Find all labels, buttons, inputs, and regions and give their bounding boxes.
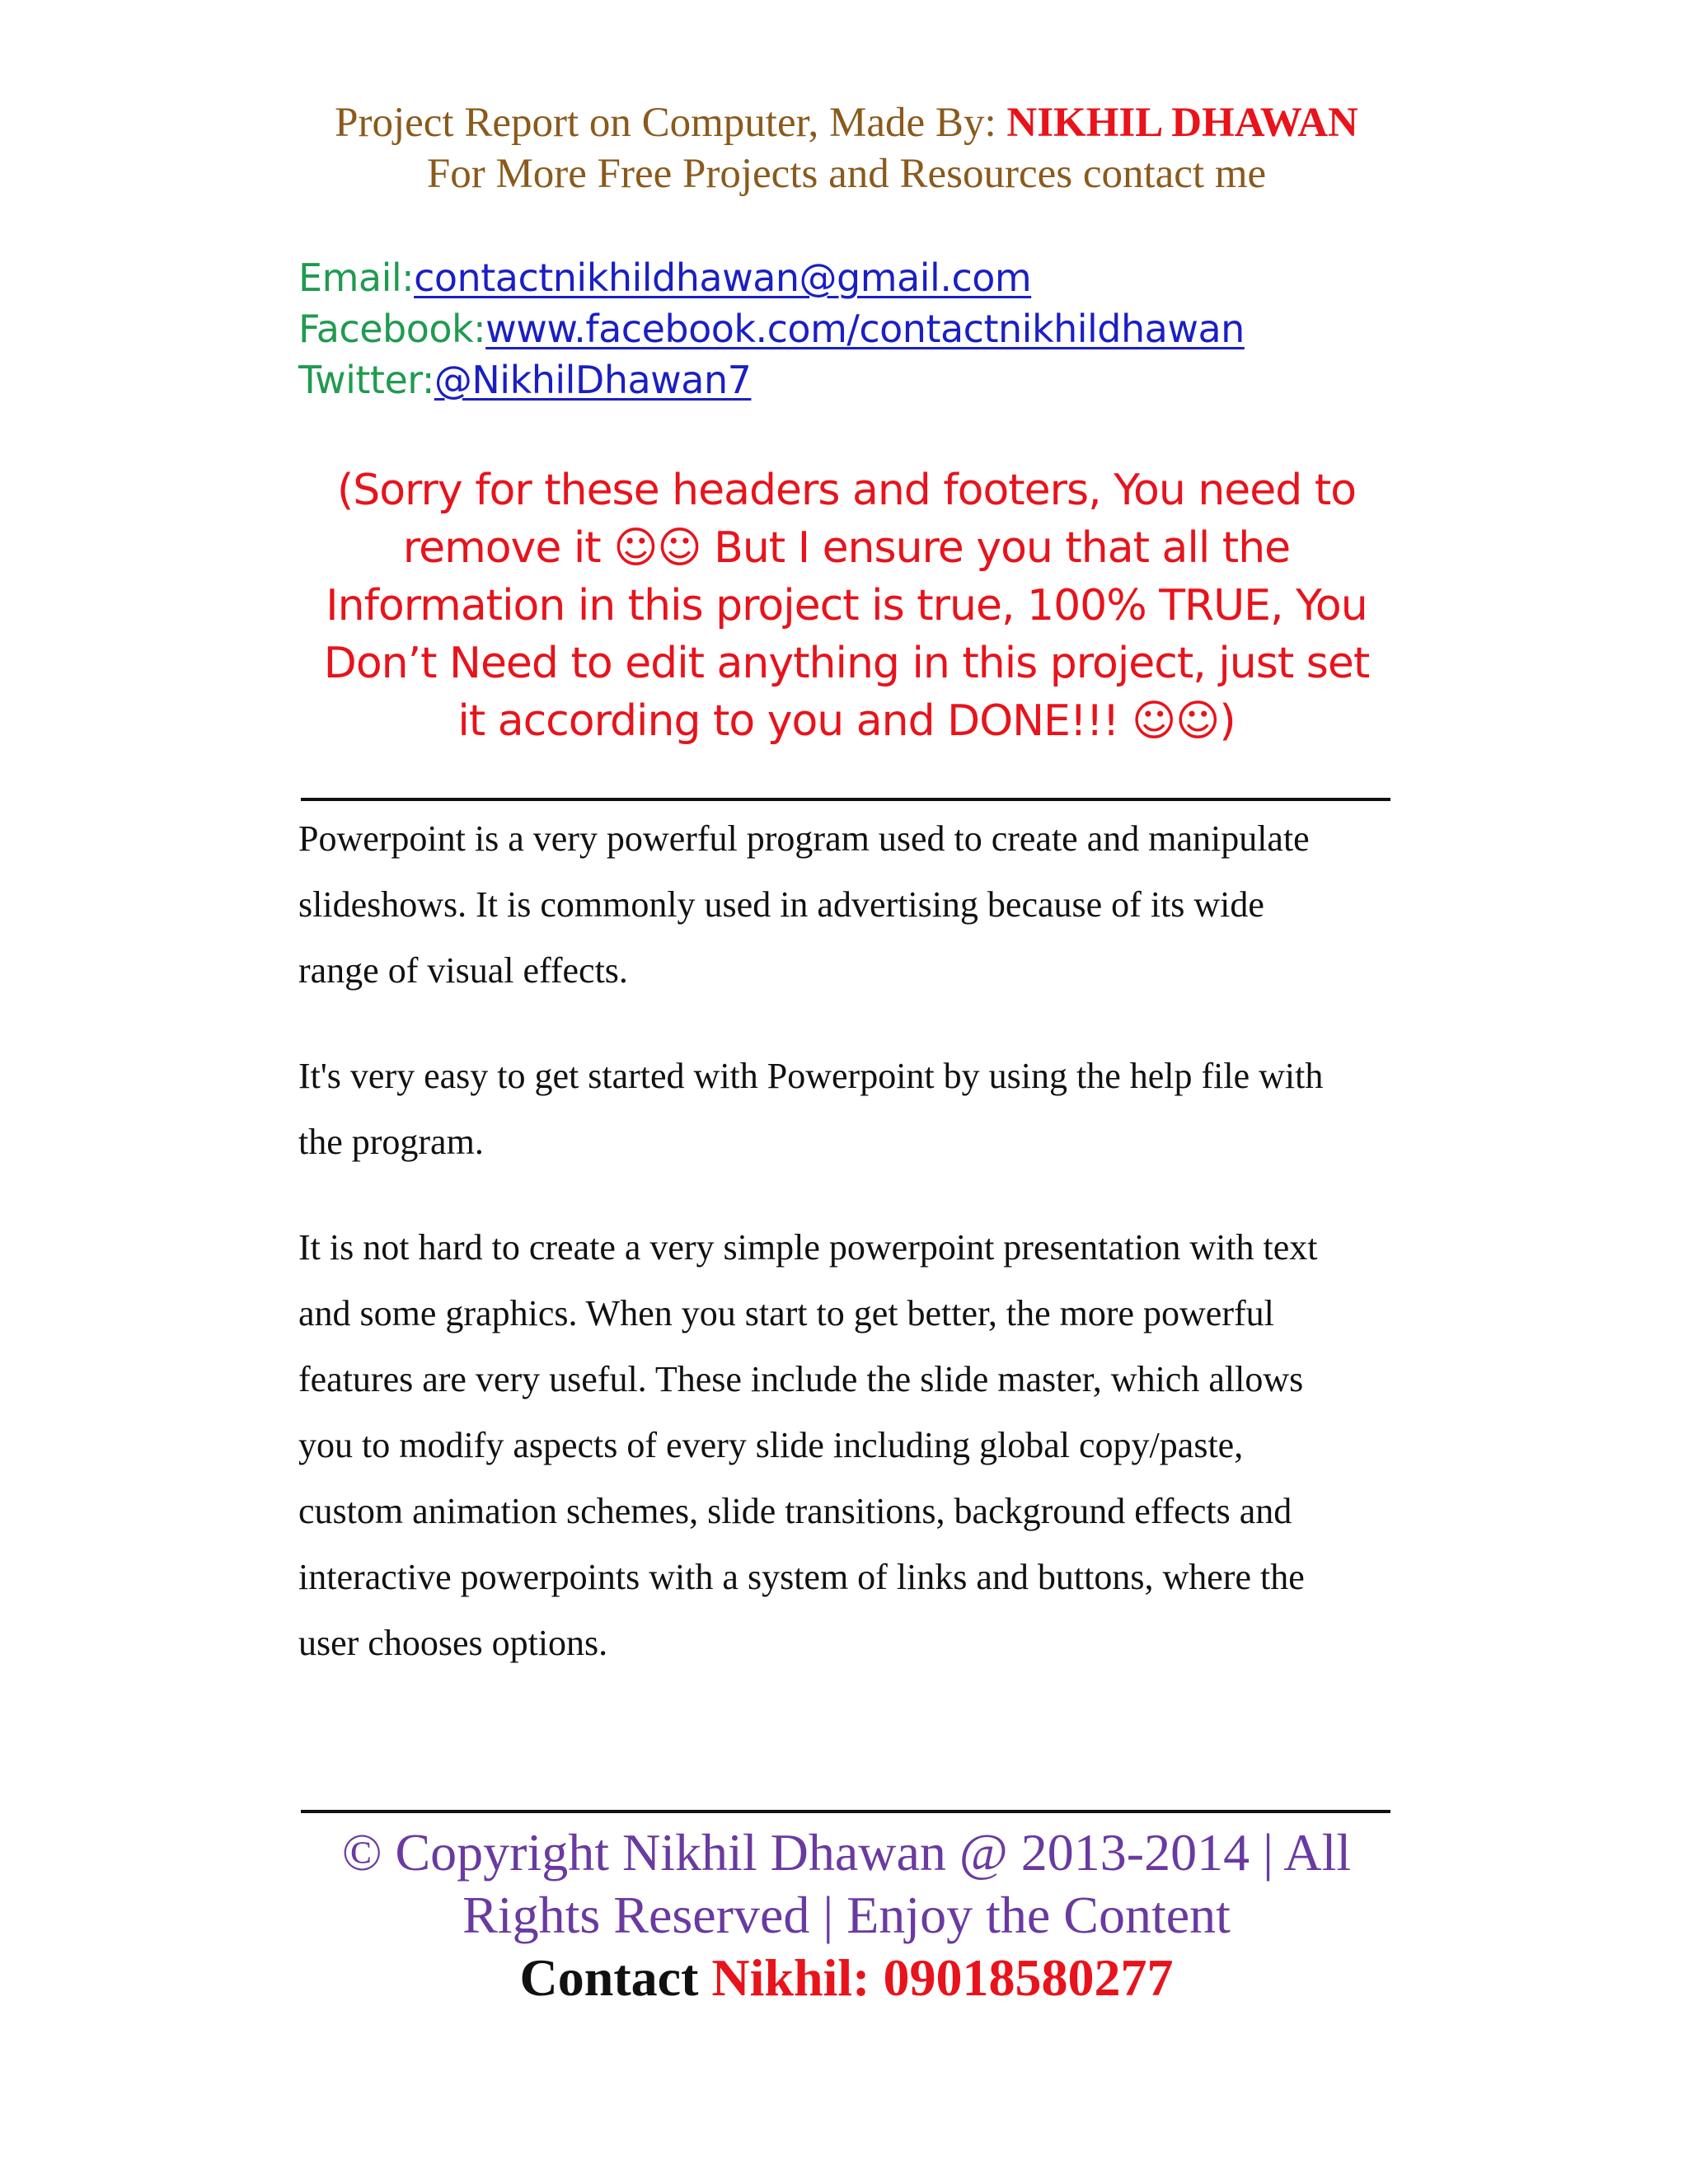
- notice-line: Don’t Need to edit anything in this project, just set: [323, 639, 1370, 688]
- footer-contact-label: Contact: [519, 1948, 712, 2007]
- page-footer: [298, 1821, 1395, 2009]
- body-line: Powerpoint is a very powerful program used to create and manipulate: [298, 818, 1310, 859]
- body-line: and some graphics. When you start to get better, the more powerful: [298, 1293, 1274, 1333]
- body-paragraph: [298, 1043, 1395, 1175]
- copyright-line-2: Rights Reserved | Enjoy the Content: [462, 1886, 1231, 1944]
- twitter-label: Twitter:: [298, 358, 434, 402]
- body-line: you to modify aspects of every slide including global copy/paste,: [298, 1425, 1244, 1465]
- author-name: NIKHIL DHAWAN: [1006, 100, 1358, 146]
- body-line: user chooses options.: [298, 1623, 608, 1663]
- header-line-2: For More Free Projects and Resources contact me: [426, 151, 1267, 197]
- twitter-link[interactable]: @NikhilDhawan7: [434, 358, 752, 402]
- notice-text: [298, 462, 1395, 750]
- page-header: [298, 97, 1395, 199]
- body-paragraph: [298, 806, 1395, 1004]
- body-content: [298, 806, 1395, 1716]
- body-line: range of visual effects.: [298, 950, 628, 991]
- copyright-line-1: © Copyright Nikhil Dhawan @ 2013-2014 | All: [341, 1823, 1352, 1882]
- footer-contact: [298, 1947, 1395, 2009]
- notice-line: remove it ☺☺ But I ensure you that all the: [402, 523, 1291, 573]
- contact-facebook: [298, 303, 1395, 354]
- footer-contact-phone: Nikhil: 09018580277: [711, 1948, 1174, 2007]
- body-line: the program.: [298, 1122, 484, 1162]
- facebook-link[interactable]: www.facebook.com/contactnikhildhawan: [485, 307, 1245, 351]
- footer-divider: [301, 1810, 1390, 1813]
- header-title: Project Report on Computer, Made By:: [335, 100, 1007, 146]
- body-line: features are very useful. These include the slide master, which allows: [298, 1359, 1304, 1399]
- body-line: It is not hard to create a very simple powerpoint presentation with text: [298, 1227, 1318, 1268]
- body-paragraph: [298, 1215, 1395, 1676]
- body-line: It's very easy to get started with Powerpoint by using the help file with: [298, 1056, 1324, 1096]
- contact-twitter: [298, 354, 1395, 405]
- header-divider: [301, 798, 1390, 801]
- notice-line: (Sorry for these headers and footers, You need to: [336, 466, 1357, 515]
- header-line-1: [298, 97, 1395, 148]
- facebook-label: Facebook:: [298, 307, 486, 351]
- body-line: custom animation schemes, slide transitions, background effects and: [298, 1491, 1292, 1531]
- body-line: interactive powerpoints with a system of links and buttons, where the: [298, 1557, 1305, 1597]
- contact-email: [298, 252, 1395, 303]
- email-link[interactable]: contactnikhildhawan@gmail.com: [414, 255, 1032, 300]
- notice-line: Information in this project is true, 100% TRUE, You: [326, 581, 1367, 630]
- body-line: slideshows. It is commonly used in advertising because of its wide: [298, 884, 1264, 925]
- contact-list: [298, 252, 1395, 405]
- notice-line: it according to you and DONE!!! ☺☺): [457, 696, 1236, 746]
- email-label: Email:: [298, 255, 415, 300]
